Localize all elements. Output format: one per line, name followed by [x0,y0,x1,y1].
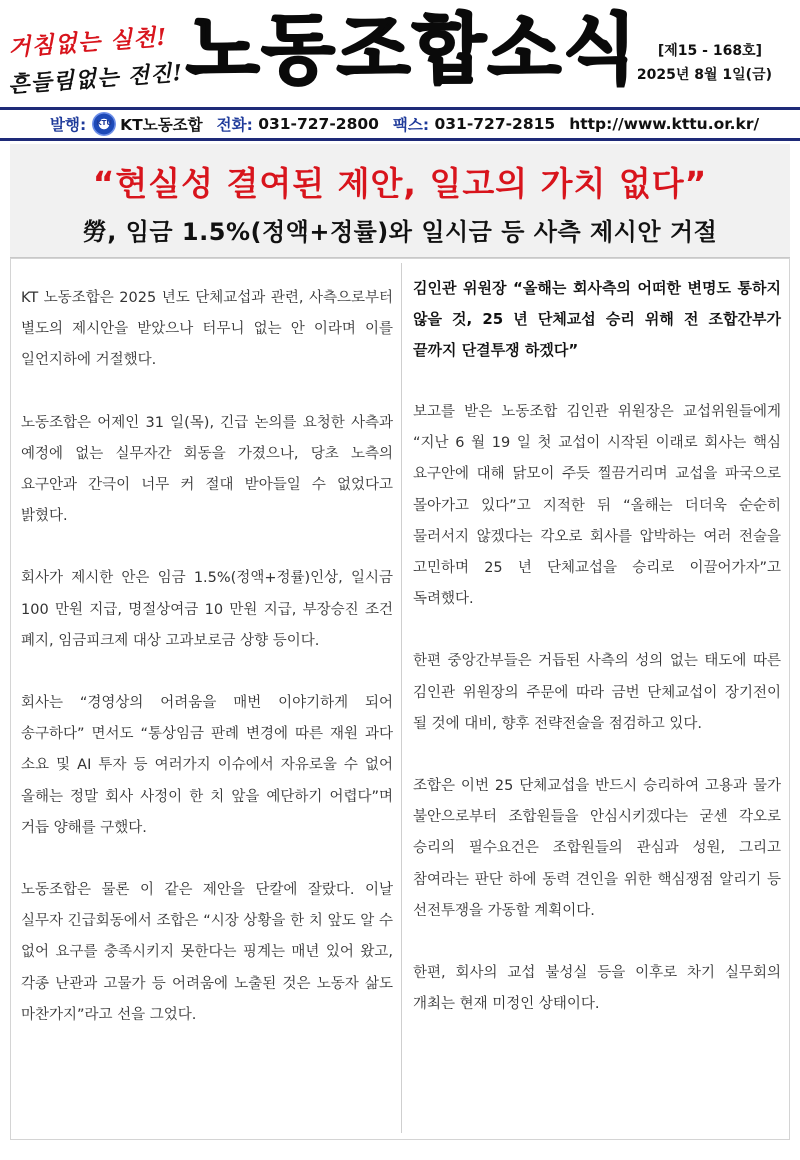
article-paragraph: 노동조합은 물론 이 같은 제안을 단칼에 잘랐다. 이날 실무자 긴급회동에서 조합은 “시장 상황을 한 치 앞도 알 수 없어 요구를 충족시키지 못한다는 핑계는 매년 있어 왔고, 각종 난관과 고물가 등 어려움에 노출된 것은 노동자 삶도 마찬가지”라고 선을 그었다. [21,882,393,1023]
left-column [21,283,393,1062]
main-headline: “현실성 결여된 제안, 일고의 가치 없다” [92,164,708,203]
right-column [413,273,781,1051]
article-paragraph: 조합은 이번 25 단체교섭을 반드시 승리하여 고용과 물가 불안으로부터 조합원들을 안심시키겠다는 굳센 각오로 승리의 필수요건은 조합원들의 관심과 성원, 그리고 참여라는 판단 하에 동력 견인을 위한 핵심쟁점 알리기 등 선전투쟁을 가동할 계획이다. [413,778,781,919]
article-paragraph: 한편, 회사의 교섭 불성실 등을 이후로 차기 실무회의 개최는 현재 미정인 상태이다. [413,965,781,1013]
publisher-label: 발행: [50,116,87,134]
issue-number: [제15 - 168호] [657,43,762,59]
phone-label: 전화: [216,116,253,134]
publisher-name: KT노동조합 [120,116,203,134]
article-paragraph: 보고를 받은 노동조합 김인관 위원장은 교섭위원들에게 “지난 6 월 19 일 첫 교섭이 시작된 이래로 회사는 핵심 요구안에 대해 닭모이 주듯 찔끔거리며 교섭을 파국으로 몰아가고 있다”고 지적한 뒤 “올해는 더더욱 순순히 물러서지 않겠다는 각오로 회사를 압박하는 여러 전술을 고민하며 25 년 단체교섭을 승리로 이끌어가자”고 독려했다. [413,404,781,608]
slogan-line-2: 흔들림없는 전진! [7,59,184,99]
fax-label: 팩스: [392,116,430,134]
union-logo-text: KTU [96,119,113,127]
article-paragraph: KT 노동조합은 2025 년도 단체교섭과 관련, 사측으로부터 별도의 제시안을 받았으나 터무니 없는 안 이라며 이를 일언지하에 거절했다. [21,290,393,369]
article-paragraph: 노동조합은 어제인 31 일(목), 긴급 논의를 요청한 사측과 예정에 없는 실무자간 회동을 가졌으나, 당초 노측의 요구안과 간극이 너무 커 절대 받아들일 수 없었다고 밝혔다. [21,414,393,525]
chairman-quote-heading: 김인관 위원장 “올해는 회사측의 어떠한 변명도 통하지 않을 것, 25 년 단체교섭 승리 위해 전 조합간부가 끝까지 단결투쟁 하겠다” [413,279,781,359]
publisher-info-bar [0,107,800,141]
headline-box [10,144,790,258]
article-paragraph: 회사는 “경영상의 어려움을 매번 이야기하게 되어 송구하다” 면서도 “통상임금 판례 변경에 따른 재원 과다 소요 및 AI 투자 등 여러가지 이슈에서 자유로울 수 없어 올해는 정말 회사 사정이 한 치 앞을 예단하기 어렵다”며 거듭 양해를 구했다. [21,695,393,836]
slogan-line-1: 거침없는 실천! [7,23,169,62]
article-body [10,258,790,1140]
sub-headline: 勞, 임금 1.5%(정액+정률)와 일시금 등 사측 제시안 거절 [82,218,718,246]
article-paragraph: 회사가 제시한 안은 임금 1.5%(정액+정률)인상, 일시금 100 만원 지급, 명절상여금 10 만원 지급, 부장승진 조건 폐지, 임금피크제 대상 고과보로금 상향 등이다. [21,570,393,649]
union-logo-icon [92,112,116,136]
website-link[interactable]: http://www.kttu.or.kr/ [569,115,760,133]
phone-number: 031-727-2800 [258,115,379,133]
newsletter-title: 노동조합소식 [186,5,639,94]
issue-date: 2025년 8월 1일(금) [636,67,772,83]
masthead [0,0,800,108]
article-paragraph: 한편 중앙간부들은 거듭된 사측의 성의 없는 태도에 따른 김인관 위원장의 주문에 따라 금번 단체교섭이 장기전이 될 것에 대비, 향후 전략전술을 점검하고 있다. [413,653,781,732]
fax-number: 031-727-2815 [434,115,556,133]
column-divider [401,263,402,1133]
